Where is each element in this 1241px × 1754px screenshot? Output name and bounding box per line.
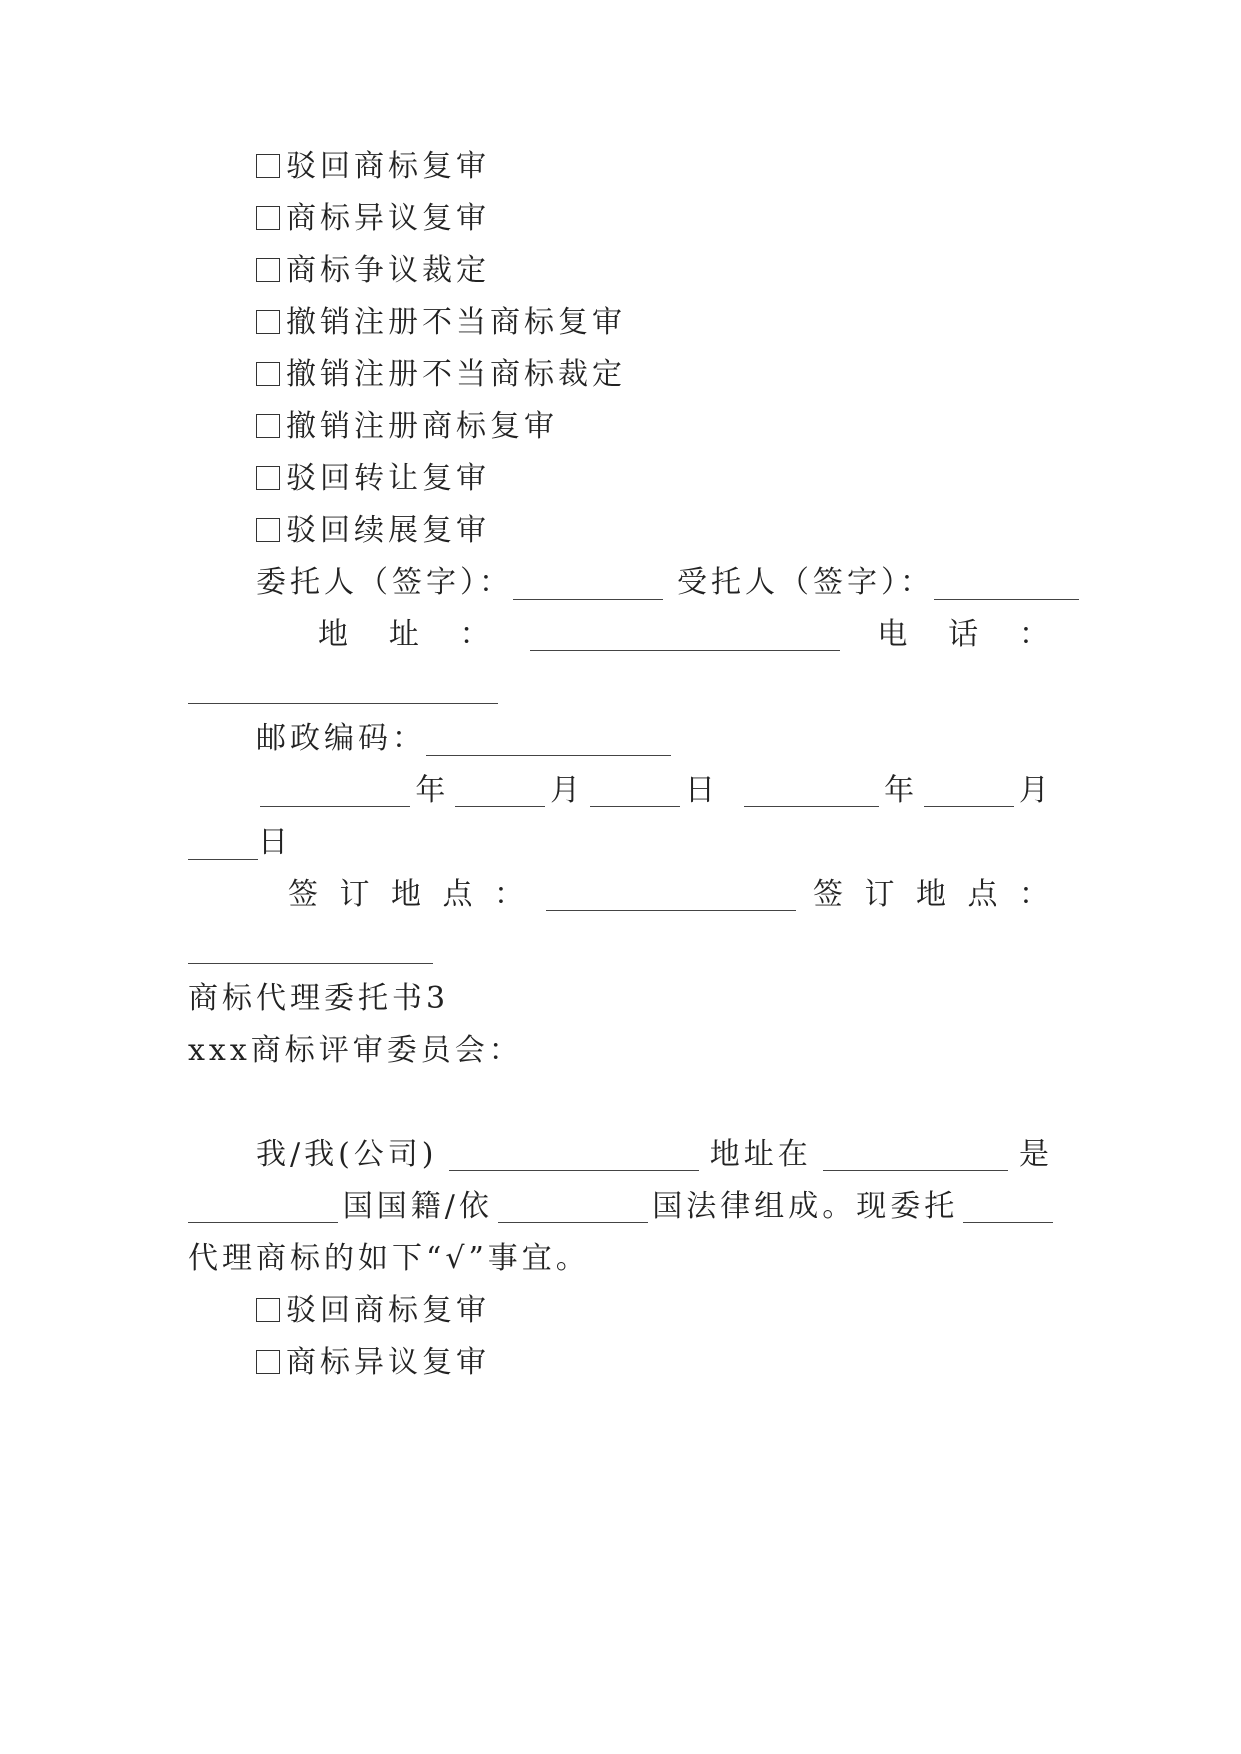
- document-title: 商标代理委托书3: [188, 981, 450, 1016]
- paragraph-line: 我/我(公司) 地址在 是: [256, 1137, 1053, 1172]
- address-phone-line: 地 址 ： 电 话 ：: [318, 617, 1053, 652]
- option-item: 商标异议复审: [188, 1334, 1121, 1392]
- paragraph-line: 国国籍/依 国法律组成。现委托: [188, 1178, 1053, 1236]
- year-blank[interactable]: [744, 776, 879, 807]
- option-item: 商标异议复审: [188, 190, 1121, 248]
- paragraph-line: 代理商标的如下“√”事宜。: [188, 1241, 590, 1276]
- address-blank[interactable]: [823, 1140, 1008, 1171]
- checkbox[interactable]: [256, 206, 280, 230]
- year-blank[interactable]: [260, 776, 410, 807]
- checkbox[interactable]: [256, 1350, 280, 1374]
- postcode-line: [188, 710, 1121, 768]
- day-blank[interactable]: [590, 776, 680, 807]
- address-blank[interactable]: [530, 620, 840, 651]
- checkbox[interactable]: [256, 362, 280, 386]
- date-line: 年 月 日 年 月: [188, 762, 1053, 820]
- checkbox[interactable]: [256, 258, 280, 282]
- country-blank[interactable]: [498, 1192, 648, 1223]
- option-item: 撤销注册商标复审: [188, 398, 1121, 456]
- agent-signature-label: 受托人（签字）：: [677, 565, 934, 600]
- client-signature-blank[interactable]: [513, 569, 663, 600]
- checkbox[interactable]: [256, 518, 280, 542]
- signing-place-blank-line: [188, 918, 1053, 976]
- client-signature-label: 委托人（签字）：: [256, 565, 513, 600]
- checkbox[interactable]: [256, 154, 280, 178]
- nationality-blank[interactable]: [188, 1192, 338, 1223]
- addressee: xxx商标评审委员会：: [188, 1033, 523, 1068]
- option-item: 撤销注册不当商标复审: [188, 294, 1121, 352]
- day-line: 日: [188, 814, 1053, 872]
- signing-place-blank[interactable]: [546, 880, 796, 911]
- checkbox[interactable]: [256, 1298, 280, 1322]
- option-item: 驳回商标复审: [188, 1282, 1121, 1340]
- phone-blank[interactable]: [188, 673, 498, 704]
- month-blank[interactable]: [455, 776, 545, 807]
- checkbox[interactable]: [256, 414, 280, 438]
- day-blank[interactable]: [188, 829, 258, 860]
- checkbox[interactable]: [256, 310, 280, 334]
- phone-blank-line: [188, 658, 1053, 716]
- option-item: 驳回商标复审: [188, 138, 1121, 196]
- checkbox[interactable]: [256, 466, 280, 490]
- agent-signature-blank[interactable]: [934, 569, 1079, 600]
- company-blank[interactable]: [449, 1140, 699, 1171]
- agent-blank[interactable]: [963, 1192, 1053, 1223]
- postcode-blank[interactable]: [426, 725, 671, 756]
- option-item: 驳回转让复审: [188, 450, 1121, 508]
- signature-line: [188, 554, 1121, 612]
- option-item: 撤销注册不当商标裁定: [188, 346, 1121, 404]
- option-item: 商标争议裁定: [188, 242, 1121, 300]
- signing-place-line: 签 订 地 点 ： 签 订 地 点 ：: [288, 877, 1053, 912]
- option-item: 驳回续展复审: [188, 502, 1121, 560]
- month-blank[interactable]: [924, 776, 1014, 807]
- signing-place-blank[interactable]: [188, 933, 433, 964]
- postcode-label: 邮政编码：: [256, 721, 426, 756]
